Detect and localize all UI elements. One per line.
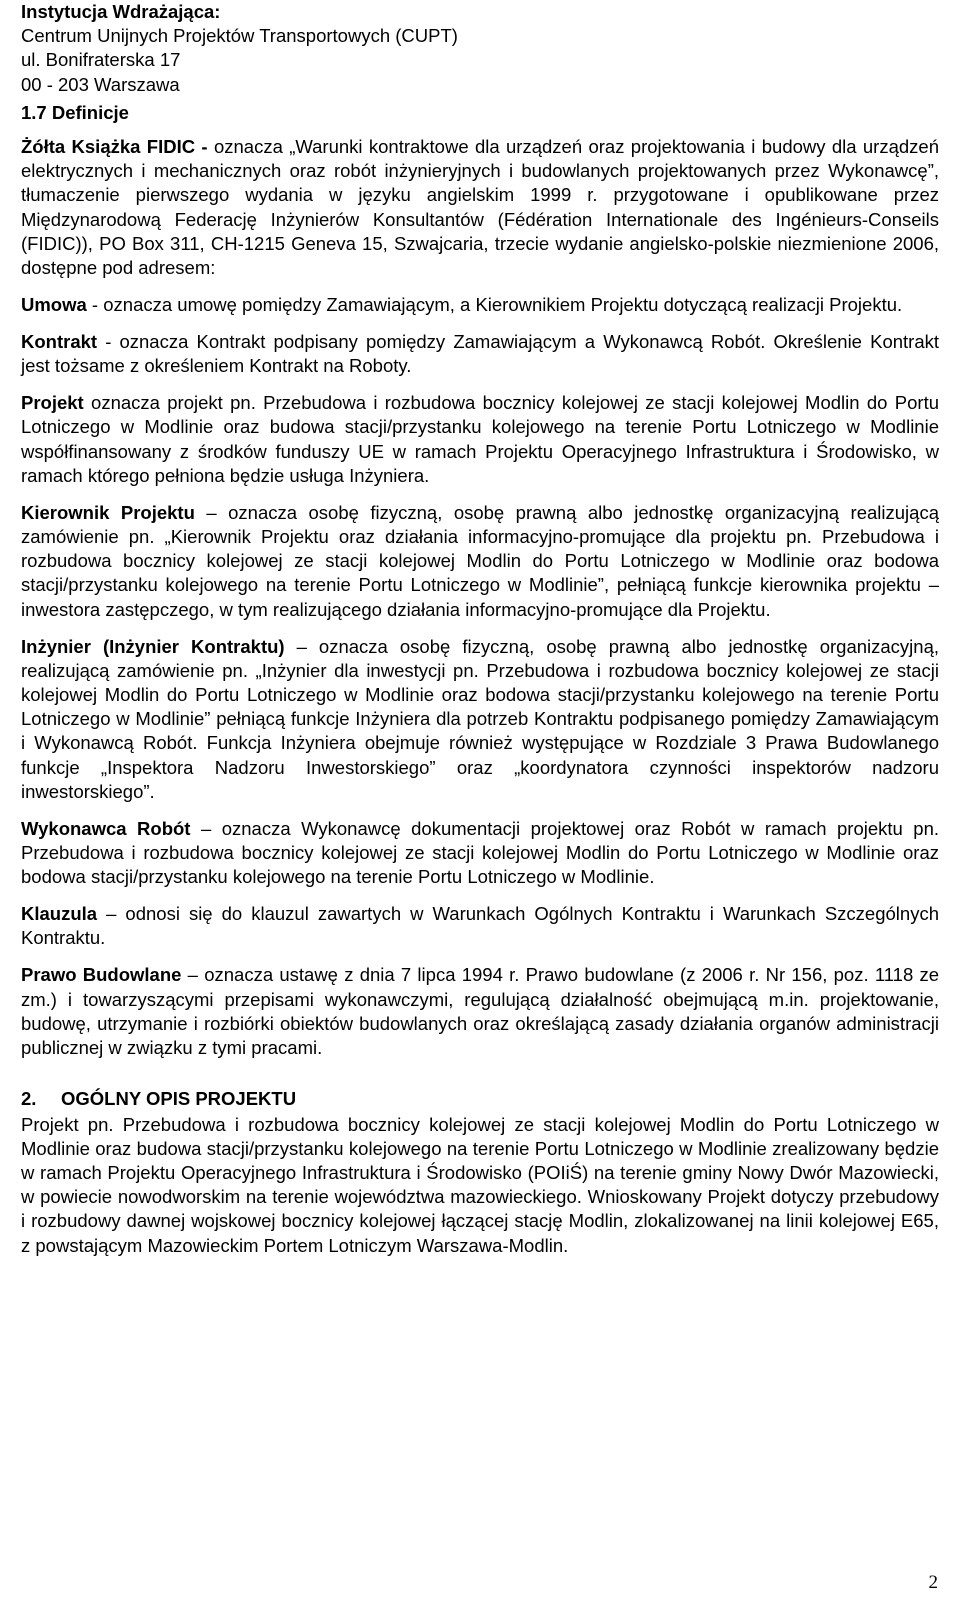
definition-term: Kontrakt [21,331,98,353]
document-page [21,0,939,1271]
definition-text: - oznacza umowę pomiędzy Zamawiającym, a Kierownikiem Projektu dotyczącą realizacji Projektu. [86,294,903,316]
definition-text: - oznacza Kontrakt podpisany pomiędzy Zamawiającym a Wykonawcą Robót. Określenie Kontrakt jest tożsame z określeniem Kontrakt na Roboty. [21,331,939,377]
definition-term: Klauzula [21,903,98,925]
definition-kierownik-projektu [21,501,939,622]
definition-text: – oznacza osobę fizyczną, osobę prawną albo jednostkę organizacyjną, realizującą zamówienie pn. „Inżynier dla inwestycji pn. Przebudowa i rozbudowa bocznicy kolejowej ze stacji kolejowej Modlin do Portu Lotniczego w Modlinie oraz bodowa stacji/przystanku kolejowego na terenie Portu Lotniczego w Modlinie” pełniącą funkcje Inżyniera dla potrzeb Kontraktu podpisanego pomiędzy Zamawiającym i Wykonawcą Robót. Funkcja Inżyniera obejmuje również występujące w Rozdziale 3 Prawa Budowlanego funkcje „Inspektora Nadzoru Inwestorskiego” oraz „koordynatora czynności inspektorów nadzoru inwestorskiego”. [21,635,940,802]
definition-text: – oznacza osobę fizyczną, osobę prawną albo jednostkę organizacyjną realizującą zamówienie pn. „Kierownik Projektu oraz działania informacyjno-promujące dla projektu pn. Przebudowa i rozbudowa bocznicy kolejowej ze stacji kolejowej Modlin do Portu Lotniczego w Modlinie oraz bodowa stacji/przystanku kolejowego na terenie Portu Lotniczego w Modlinie”, pełniącą funkcje kierownika projektu – inwestora zastępczego, w tym realizującego działania informacyjno-promujące dla Projektu. [21,501,939,620]
definition-text: – odnosi się do klauzul zawartych w Warunkach Ogólnych Kontraktu i Warunkach Szczególnych Kontraktu. [21,903,939,949]
section-title: OGÓLNY OPIS PROJEKTU [61,1088,297,1110]
definition-text: oznacza „Warunki kontraktowe dla urządzeń oraz projektowania i budowy dla urządzeń elektrycznych i mechanicznych oraz robót inżynieryjnych i budowlanych projektowanych przez Wykonawcę”, tłumaczenie pierwszego wydania w języku angielskim 1999 r. przygotowane i opublikowane przez Międzynarodową Federację Inżynierów Konsultantów (Fédération Internationale des Ingénieurs-Conseils (FIDIC)), PO Box 311, CH-1215 Geneva 15, Szwajcaria, trzecie wydanie angielsko-polskie niezmienione 2006, dostępne pod adresem: [21,136,939,279]
definition-term: Inżynier (Inżynier Kontraktu) [21,635,285,657]
definition-kontrakt [21,330,939,378]
definition-term: Projekt [21,392,84,414]
implementing-institution [21,0,939,97]
section-number: 2. [21,1088,37,1110]
definition-text: oznacza projekt pn. Przebudowa i rozbudowa bocznicy kolejowej ze stacji kolejowej Modlin do Portu Lotniczego w Modlinie oraz budowa stacji/przystanku kolejowego na terenie Portu Lotniczego w Modlinie współfinansowany z środków funduszy UE w ramach Projektu Operacyjnego Infrastruktura i Środowisko, w ramach którego pełniona będzie usługa Inżyniera. [21,392,939,486]
section-heading-definitions: 1.7 Definicje [21,101,129,123]
definition-term: Prawo Budowlane [21,964,182,986]
definition-wykonawca-robot [21,817,939,890]
definition-klauzula [21,902,939,950]
institution-postal-city: 00 - 203 Warszawa [21,73,180,95]
institution-name: Centrum Unijnych Projektów Transportowych (CUPT) [21,25,458,47]
institution-label: Instytucja Wdrażająca: [21,1,221,22]
definition-umowa [21,293,939,317]
definition-term: Żółta Książka FIDIC - [21,136,208,158]
section-heading-project-overview [21,1087,939,1111]
definition-text: – oznacza Wykonawcę dokumentacji projektowej oraz Robót w ramach projektu pn. Przebudowa i rozbudowa bocznicy kolejowej ze stacji kolejowej Modlin do Portu Lotniczego w Modlinie oraz bodowa stacji/przystanku kolejowego na terenie Portu Lotniczego w Modlinie. [21,817,940,888]
definition-yellow-book [21,135,939,280]
definition-term: Umowa [21,294,87,316]
definition-term: Kierownik Projektu [21,501,195,523]
definition-text: – oznacza ustawę z dnia 7 lipca 1994 r. Prawo budowlane (z 2006 r. Nr 156, poz. 1118 ze zm.) i towarzyszącymi przepisami wykonawczymi, regulującą działalność obejmującą m.in. projektowanie, budowę, utrzymanie i rozbiórki obiektów budowlanych oraz określającą zasady działania organów administracji publicznej w związku z tymi pracami. [21,964,940,1059]
page-number: 2 [928,1572,938,1593]
project-overview-paragraph: Projekt pn. Przebudowa i rozbudowa bocznicy kolejowej ze stacji kolejowej Modlin do Portu Lotniczego w Modlinie oraz budowa stacji/przystanku kolejowego na terenie Portu Lotniczego w Modlinie zrealizowany będzie w ramach Projektu Operacyjnego Infrastruktura i Środowisko (POIiŚ) na terenie gminy Nowy Dwór Mazowiecki, w powiecie nowodworskim na terenie województwa mazowieckiego. Wnioskowany Projekt dotyczy przebudowy i rozbudowy dawnej wojskowej bocznicy kolejowej łączącej stację Modlin, zlokalizowanej na linii kolejowej E65, z powstającym Mazowieckim Portem Lotniczym Warszawa-Modlin. [21,1113,939,1256]
definition-prawo-budowlane [21,963,939,1060]
definition-projekt [21,391,939,488]
definition-term: Wykonawca Robót [21,817,191,839]
definition-inzynier [21,635,939,804]
institution-street: ul. Bonifraterska 17 [21,49,181,71]
